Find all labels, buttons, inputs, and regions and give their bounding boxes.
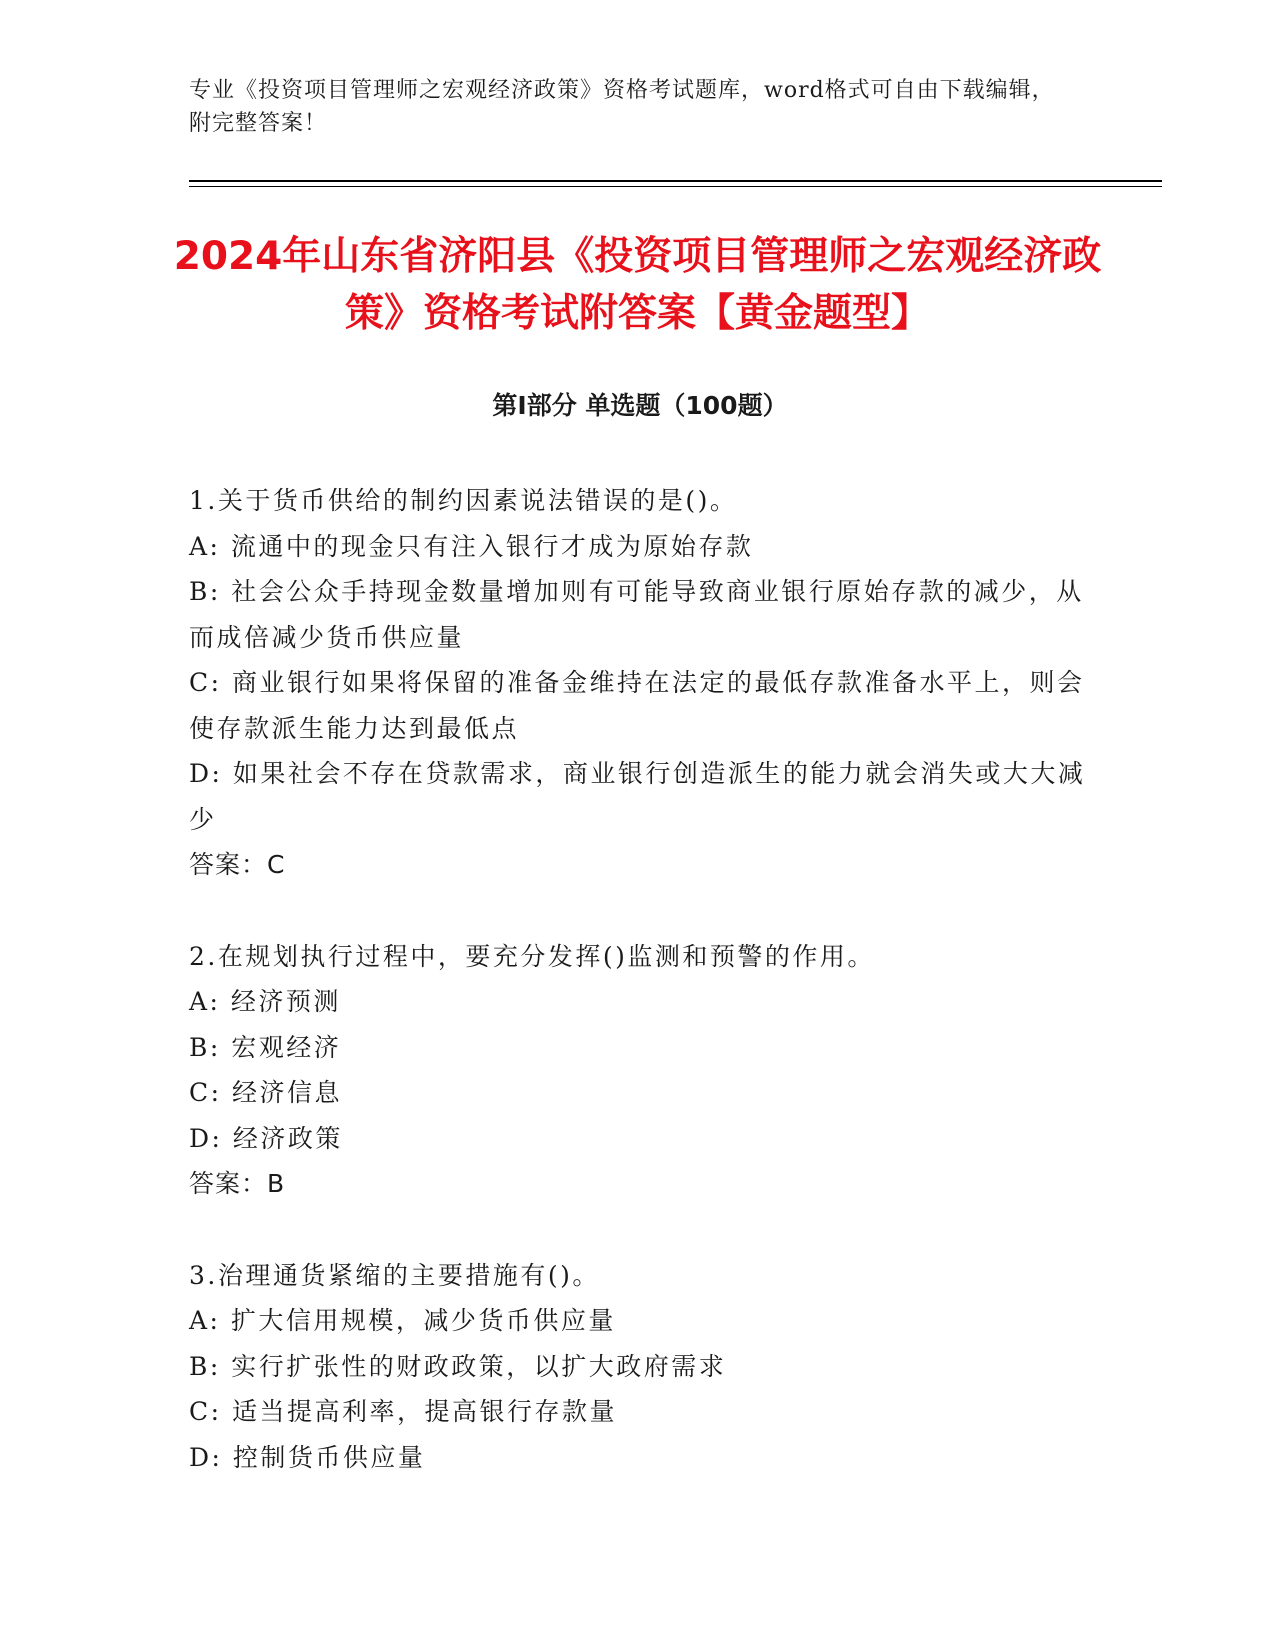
option-d: D: 控制货币供应量 <box>189 1442 426 1472</box>
option-a: A: 流通中的现金只有注入银行才成为原始存款 <box>189 531 754 561</box>
option-d: D: 经济政策 <box>189 1123 343 1153</box>
header-note: 专业《投资项目管理师之宏观经济政策》资格考试题库，word格式可自由下载编辑，附完整答案！ <box>189 78 1055 136</box>
option-c: C: 经济信息 <box>189 1078 342 1107</box>
question-2 <box>189 934 1091 1207</box>
header-rule-thin <box>189 186 1162 187</box>
section-title: 第I部分 单选题（100题） <box>492 391 788 420</box>
option-c: C: 适当提高利率，提高银行存款量 <box>189 1397 617 1426</box>
option-b: B: 实行扩张性的财政政策，以扩大政府需求 <box>189 1351 727 1381</box>
option-b: B: 宏观经济 <box>189 1032 342 1062</box>
header-rule-thick <box>189 180 1162 182</box>
question-stem: 2.在规划执行过程中，要充分发挥()监测和预警的作用。 <box>189 941 875 971</box>
question-stem: 1.关于货币供给的制约因素说法错误的是()。 <box>189 486 738 515</box>
option-a: A: 扩大信用规模，减少货币供应量 <box>189 1306 616 1335</box>
option-c: C: 商业银行如果将保留的准备金维持在法定的最低存款准备水平上，则会使存款派生能力达到最低点 <box>189 668 1085 743</box>
option-a: A: 经济预测 <box>189 987 341 1016</box>
question-answer: 答案：C <box>189 850 286 879</box>
question-1 <box>189 478 1091 888</box>
option-b: B: 社会公众手持现金数量增加则有可能导致商业银行原始存款的减少，从而成倍减少货币供应量 <box>189 577 1084 652</box>
question-3 <box>189 1253 1091 1481</box>
option-d: D: 如果社会不存在贷款需求，商业银行创造派生的能力就会消失或大大减少 <box>189 759 1086 834</box>
question-answer: 答案：B <box>189 1169 286 1198</box>
document-title: 2024年山东省济阳县《投资项目管理师之宏观经济政策》资格考试附答案【黄金题型】 <box>173 234 1102 336</box>
question-stem: 3.治理通货紧缩的主要措施有()。 <box>189 1260 600 1290</box>
questions-list <box>189 478 1091 1526</box>
